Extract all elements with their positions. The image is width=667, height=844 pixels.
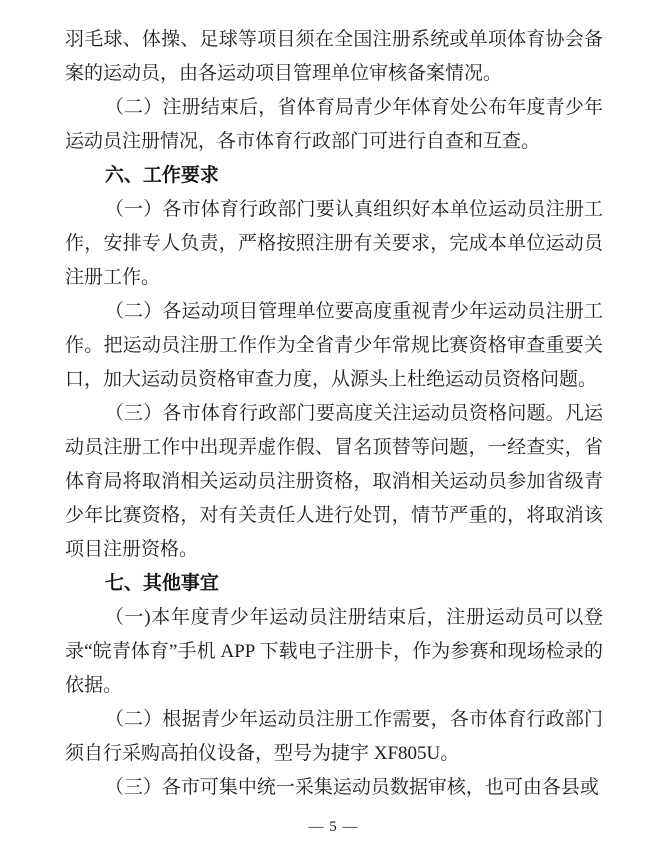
page-footer: [0, 818, 667, 836]
document-body: [65, 23, 603, 805]
section-heading: 六、工作要求: [104, 165, 219, 186]
paragraph: （三）各市可集中统一采集运动员数据审核，也可由各县或: [104, 777, 599, 798]
paragraph: （二）注册结束后，省体育局青少年体育处公布年度青少年运动员注册情况，各市体育行政部门可进行自查和互查。: [65, 97, 603, 152]
paragraph: （三）各市体育行政部门要高度关注运动员资格问题。凡运动员注册工作中出现弄虚作假、冒名顶替等问题，一经查实，省体育局将取消相关运动员注册资格，取消相关运动员参加省级青少年比赛资格，对有关责任人进行处罚，情节严重的，将取消该项目注册资格。: [65, 403, 603, 560]
paragraph: （二）根据青少年运动员注册工作需要，各市体育行政部门须自行采购高拍仪设备，型号为捷宇 XF805U。: [65, 709, 603, 764]
paragraph: （一）各市体育行政部门要认真组织好本单位运动员注册工作，安排专人负责，严格按照注册有关要求，完成本单位运动员注册工作。: [65, 199, 603, 288]
paragraph: （二）各运动项目管理单位要高度重视青少年运动员注册工作。把运动员注册工作作为全省青少年常规比赛资格审查重要关口，加大运动员资格审查力度，从源头上杜绝运动员资格问题。: [65, 301, 603, 390]
paragraph: （一)本年度青少年运动员注册结束后，注册运动员可以登录“皖青体育”手机 APP 下载电子注册卡，作为参赛和现场检录的依据。: [65, 607, 603, 696]
paragraph: 羽毛球、体操、足球等项目须在全国注册系统或单项体育协会备案的运动员，由各运动项目管理单位审核备案情况。: [65, 29, 603, 84]
section-heading: 七、其他事宜: [104, 573, 219, 594]
page-number: — 5 —: [308, 819, 359, 835]
